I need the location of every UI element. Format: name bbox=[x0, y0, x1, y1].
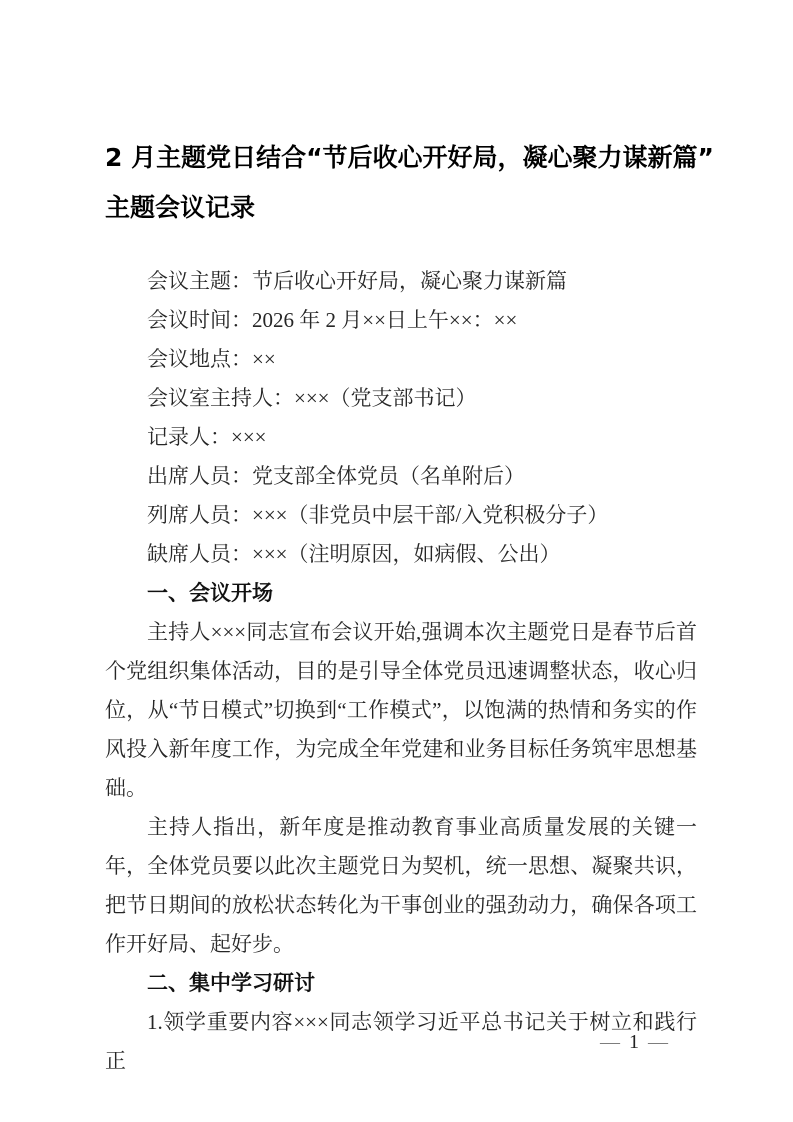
meta-meeting-time: 会议时间：2026 年 2 月××日上午××：×× bbox=[147, 308, 518, 332]
meeting-info-block bbox=[105, 262, 697, 574]
document-content bbox=[105, 133, 714, 1081]
meta-attendees: 出席人员：党支部全体党员（名单附后） bbox=[147, 464, 525, 488]
title-line-1: 2 月主题党日结合“节后收心开好局，凝心聚力谋新篇” bbox=[105, 143, 714, 172]
paragraph-study-1: 1.领学重要内容×××同志领学习近平总书记关于树立和践行正 bbox=[105, 1010, 697, 1073]
meta-meeting-place: 会议地点：×× bbox=[147, 347, 276, 371]
meta-meeting-host: 会议室主持人：×××（党支部书记） bbox=[147, 386, 477, 410]
meta-meeting-topic: 会议主题：节后收心开好局，凝心聚力谋新篇 bbox=[147, 269, 567, 293]
section-heading-study: 二、集中学习研讨 bbox=[147, 971, 315, 995]
paragraph-opening-2: 主持人指出，新年度是推动教育事业高质量发展的关键一年，全体党员要以此次主题党日为契机，统一思想、凝聚共识，把节日期间的放松状态转化为干事创业的强劲动力，确保各项工作开好局、起好步。 bbox=[105, 815, 697, 956]
meta-recorder: 记录人：××× bbox=[147, 425, 267, 449]
section-heading-opening: 一、会议开场 bbox=[147, 581, 273, 605]
footer-dash-left: — bbox=[600, 1031, 620, 1053]
meta-absentees: 缺席人员：×××（注明原因，如病假、公出） bbox=[147, 542, 561, 566]
footer-dash-right: — bbox=[648, 1031, 668, 1053]
title-line-2: 主题会议记录 bbox=[105, 193, 256, 222]
footer-page-number: 1 bbox=[629, 1031, 639, 1053]
document-title bbox=[105, 133, 714, 233]
paragraph-opening-1: 主持人×××同志宣布会议开始,强调本次主题党日是春节后首个党组织集体活动，目的是引导全体党员迅速调整状态，收心归位，从“节日模式”切换到“工作模式”，以饱满的热情和务实的作风投入新年度工作，为完成全年党建和业务目标任务筑牢思想基础。 bbox=[105, 620, 697, 800]
page-footer bbox=[600, 1028, 668, 1056]
meta-observers: 列席人员：×××（非党员中层干部/入党积极分子） bbox=[147, 503, 609, 527]
